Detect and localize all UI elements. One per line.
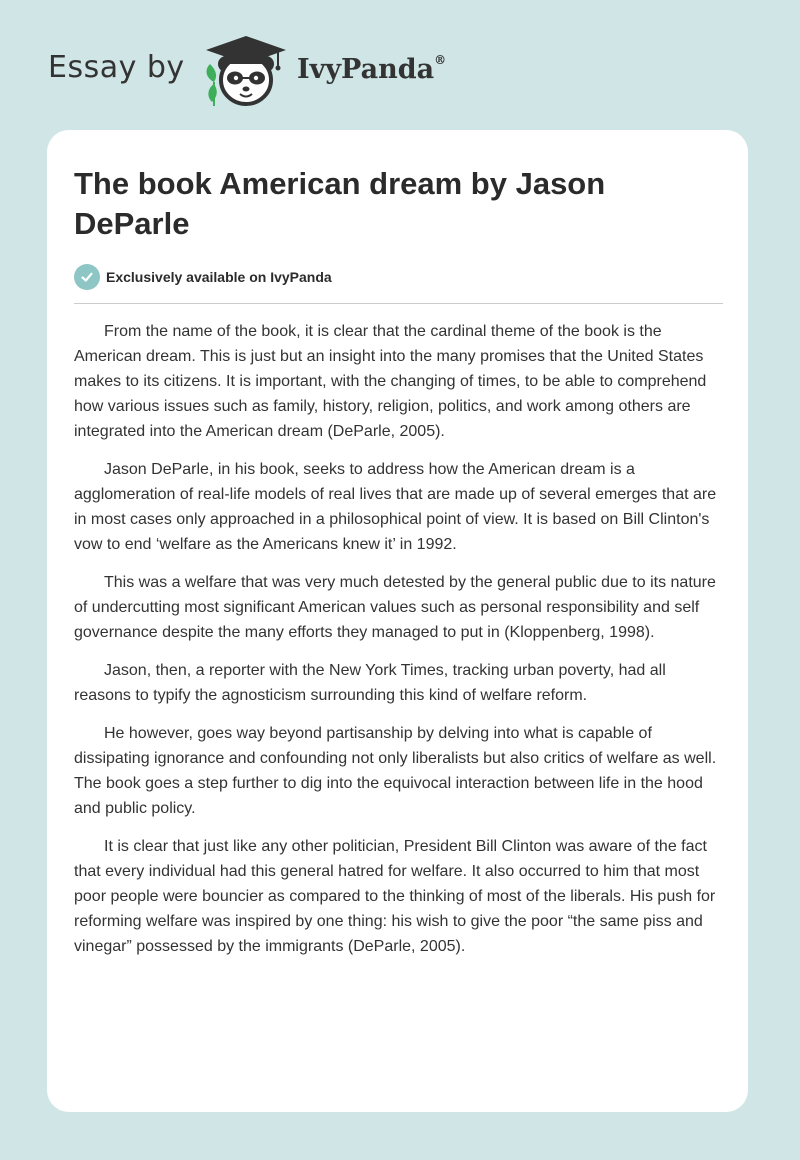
site-header	[0, 0, 800, 130]
essay-by-label: Essay by	[48, 50, 185, 85]
paragraph: It is clear that just like any other politician, President Bill Clinton was aware of the fact that every individual had this general hatred for welfare. It also occurred to him that most poor people were bouncier as compared to the thinking of most of the liberals. His push for reforming welfare was inspired by one thing: his wish to give the poor “the same piss and vinegar” possessed by the immigrants (DeParle, 2005).	[74, 838, 716, 955]
essay-body	[74, 319, 726, 972]
paragraph: He however, goes way beyond partisanship by delving into what is capable of dissipating ignorance and confounding not only liberalists but also critics of welfare as well. The book goes a step further to dig into the equivocal interaction between life in the hood and public policy.	[74, 725, 717, 817]
panda-graduate-icon	[200, 34, 292, 108]
essay-title: The book American dream by Jason DeParle	[74, 166, 606, 241]
checkmark-icon	[74, 264, 100, 290]
brand-label: IvyPanda	[297, 54, 435, 85]
exclusive-label: Exclusively available on IvyPanda	[106, 269, 332, 285]
registered-mark: ®	[434, 53, 447, 67]
exclusive-badge	[74, 264, 332, 290]
paragraph: Jason, then, a reporter with the New York Times, tracking urban poverty, had all reasons to typify the agnosticism surrounding this kind of welfare reform.	[74, 662, 666, 704]
paragraph: From the name of the book, it is clear that the cardinal theme of the book is the American dream. This is just but an insight into the many promises that the United States makes to its citizens. It is important, with the changing of times, to be able to comprehend how various issues such as family, history, religion, politics, and work among others are integrated into the American dream (DeParle, 2005).	[74, 323, 707, 440]
essay-card	[47, 130, 748, 1112]
paragraph: This was a welfare that was very much detested by the general public due to its nature of undercutting most significant American values such as personal responsibility and self governance despite the many efforts they managed to put in (Kloppenberg, 1998).	[74, 574, 716, 641]
divider	[74, 303, 723, 304]
brand-name	[297, 54, 446, 85]
paragraph: Jason DeParle, in his book, seeks to address how the American dream is a agglomeration of real-life models of real lives that are made up of several emerges that are in most cases only approached in a philosophical point of view. It is based on Bill Clinton's vow to end ‘welfare as the Americans knew it’ in 1992.	[74, 461, 717, 553]
